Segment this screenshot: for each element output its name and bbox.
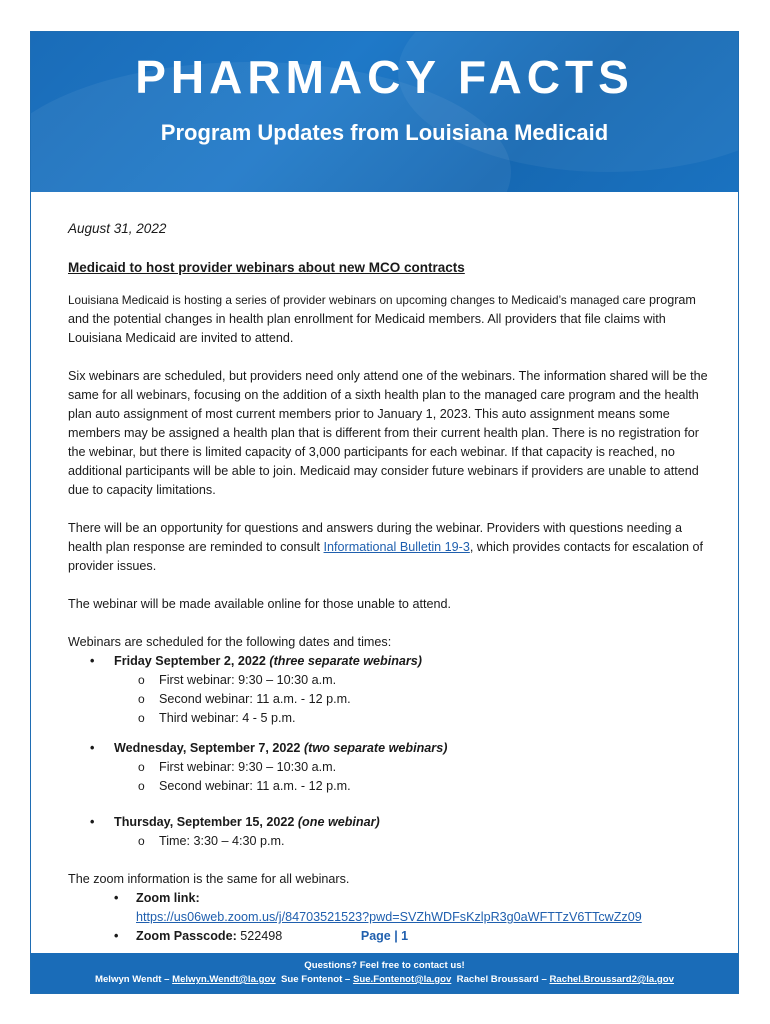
zoom-passcode: 522498 (240, 929, 283, 943)
session-list (114, 758, 708, 796)
footer-contacts (31, 973, 738, 987)
schedule-day-item (114, 652, 708, 728)
schedule-note: (three separate webinars) (269, 654, 422, 668)
article-headline: Medicaid to host provider webinars about new MCO contracts (68, 260, 465, 275)
schedule-day: Thursday, September 15, 2022 (114, 815, 295, 829)
contact-name: Melwyn Wendt – (94, 974, 170, 985)
article-date: August 31, 2022 (68, 221, 167, 236)
paragraph-intro (68, 291, 708, 348)
zoom-link-item (136, 889, 708, 927)
schedule-list (68, 652, 708, 851)
schedule-day: Wednesday, September 7, 2022 (114, 741, 301, 755)
header-banner (31, 32, 738, 192)
zoom-passcode-label: Zoom Passcode: (136, 929, 237, 943)
session-list (114, 671, 708, 728)
session-item: o Second webinar: 11 a.m. - 12 p.m. (159, 690, 708, 709)
paragraph-questions-after: , which provides contacts for escalation of provider issues. (68, 540, 703, 573)
contact-footer (31, 953, 738, 993)
session-list (114, 832, 708, 851)
paragraph-schedule-info: Six webinars are scheduled, but providers need only attend one of the webinars. The information shared will be the same for all webinars, focusing on the addition of a sixth health plan to the managed care program and the health plan auto assignment of most current members prior to January 1, 2023. This auto assignment means some members may be assigned a health plan that is different from their current health plan. There is no registration for the webinar, but there is limited capacity of 3,000 participants for each webinar. If that capacity is reached, no additional participants will be able to join. Medicaid may consider future webinars if providers are unable to attend due to capacity limitations. (68, 369, 708, 497)
paragraph-online: The webinar will be made available online for those unable to attend. (68, 597, 451, 611)
paragraph-questions-before: There will be an opportunity for questions and answers during the webinar. Providers with questions needing a health plan response are reminded to consult (68, 521, 682, 554)
session-item: o First webinar: 9:30 – 10:30 a.m. (159, 671, 708, 690)
schedule-day-item (114, 813, 708, 851)
contact-email-link[interactable]: Rachel.Broussard2@la.gov (549, 974, 674, 985)
schedule-note: (two separate webinars) (303, 741, 448, 755)
banner-title: PHARMACY FACTS (135, 51, 634, 103)
contact-email-link[interactable]: Melwyn.Wendt@la.gov (172, 974, 276, 985)
zoom-link-label: Zoom link: (136, 891, 200, 905)
banner-subtitle: Program Updates from Louisiana Medicaid (160, 120, 609, 145)
document-page (30, 31, 739, 994)
zoom-intro: The zoom information is the same for all webinars. (68, 872, 350, 886)
schedule-day: Friday September 2, 2022 (114, 654, 266, 668)
session-item: o Time: 3:30 – 4:30 p.m. (159, 832, 708, 851)
zoom-link[interactable]: https://us06web.zoom.us/j/84703521523?pwd=SVZhWDFsKzlpR3g0aWFTTzV6TTcwZz09 (136, 910, 642, 924)
footer-heading: Questions? Feel free to contact us! (304, 960, 465, 971)
session-item: o Third webinar: 4 - 5 p.m. (159, 709, 708, 728)
schedule-note: (one webinar) (297, 815, 380, 829)
schedule-intro: Webinars are scheduled for the following dates and times: (68, 635, 392, 649)
session-item: o Second webinar: 11 a.m. - 12 p.m. (159, 777, 708, 796)
contact-email-link[interactable]: Sue.Fontenot@la.gov (352, 974, 452, 985)
contact-name: Sue Fontenot – (280, 974, 351, 985)
contact-name: Rachel Broussard – (456, 974, 547, 985)
bulletin-link[interactable]: Informational Bulletin 19-3 (323, 540, 470, 554)
schedule-day-item (114, 739, 708, 796)
paragraph-questions (68, 519, 708, 576)
session-item: o First webinar: 9:30 – 10:30 a.m. (159, 758, 708, 777)
paragraph-intro-lead: Louisiana Medicaid is hosting a series of provider webinars on upcoming changes to Medicaid’s managed care (68, 293, 646, 307)
article-body (68, 192, 708, 946)
paragraph-intro-rest: program and the potential changes in health plan enrollment for Medicaid members. All providers that file claims with Louisiana Medicaid are invited to attend. (68, 293, 696, 345)
page-number: Page | 1 (360, 929, 409, 943)
